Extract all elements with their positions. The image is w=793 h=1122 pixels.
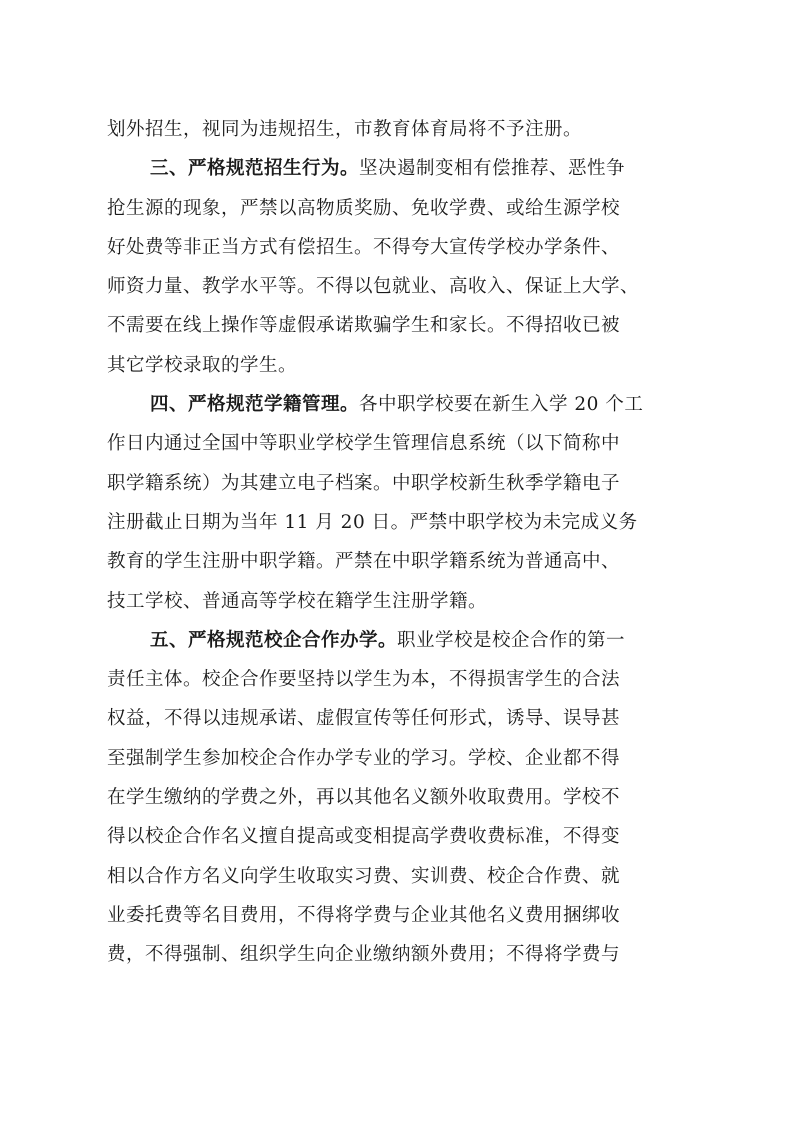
text-line: 职学籍系统）为其建立电子档案。中职学校新生秋季学籍电子	[107, 472, 621, 494]
text-line: 权益，不得以违规承诺、虚假宣传等任何形式，诱导、误导甚	[107, 708, 621, 730]
text-line: 费，不得强制、组织学生向企业缴纳额外费用；不得将学费与	[107, 944, 621, 966]
text-line: 技工学校、普通高等学校在籍学生注册学籍。	[107, 590, 488, 612]
text-line: 不需要在线上操作等虚假承诺欺骗学生和家长。不得招收已被	[107, 315, 621, 337]
section-heading: 四、严格规范学籍管理。	[150, 394, 360, 416]
text-line	[107, 385, 692, 424]
text-line: 作日内通过全国中等职业学校学生管理信息系统（以下简称中	[107, 433, 621, 455]
paragraph-continuation	[107, 110, 692, 149]
text-line: 师资力量、教学水平等。不得以包就业、高收入、保证上大学、	[107, 276, 640, 298]
text-line: 其它学校录取的学生。	[107, 354, 298, 376]
text-line: 责任主体。校企合作要坚持以学生为本，不得损害学生的合法	[107, 669, 621, 691]
text-line: 相以合作方名义向学生收取实习费、实训费、校企合作费、就	[107, 865, 621, 887]
text-run: 坚决遏制变相有偿推荐、恶性争	[359, 158, 626, 180]
text-line: 划外招生，视同为违规招生，市教育体育局将不予注册。	[107, 119, 583, 140]
text-line: 教育的学生注册中职学籍。严禁在中职学籍系统为普通高中、	[107, 551, 621, 573]
text-run: 各中职学校要在新生入学 20 个工	[359, 394, 644, 416]
text-line: 业委托费等名目费用，不得将学费与企业其他名义费用捆绑收	[107, 904, 621, 926]
text-run: 职业学校是校企合作的第一	[397, 629, 626, 651]
text-line: 得以校企合作名义擅自提高或变相提高学费收费标准，不得变	[107, 826, 621, 848]
section-heading: 五、严格规范校企合作办学。	[150, 629, 398, 651]
text-line: 至强制学生参加校企合作办学专业的学习。学校、企业都不得	[107, 747, 621, 769]
text-line	[107, 149, 692, 188]
section-heading: 三、严格规范招生行为。	[150, 158, 360, 180]
text-line: 好处费等非正当方式有偿招生。不得夸大宣传学校办学条件、	[107, 236, 621, 258]
text-line: 抢生源的现象，严禁以高物质奖励、免收学费、或给生源学校	[107, 197, 621, 219]
paragraph-student-registry	[107, 385, 692, 621]
text-line: 注册截止日期为当年 11 月 20 日。严禁中职学校为未完成义务	[107, 511, 638, 533]
text-line	[107, 621, 692, 660]
text-line: 在学生缴纳的学费之外，再以其他名义额外收取费用。学校不	[107, 787, 621, 809]
document-body	[107, 110, 692, 975]
paragraph-enrollment-conduct	[107, 149, 692, 385]
paragraph-school-enterprise	[107, 621, 692, 975]
